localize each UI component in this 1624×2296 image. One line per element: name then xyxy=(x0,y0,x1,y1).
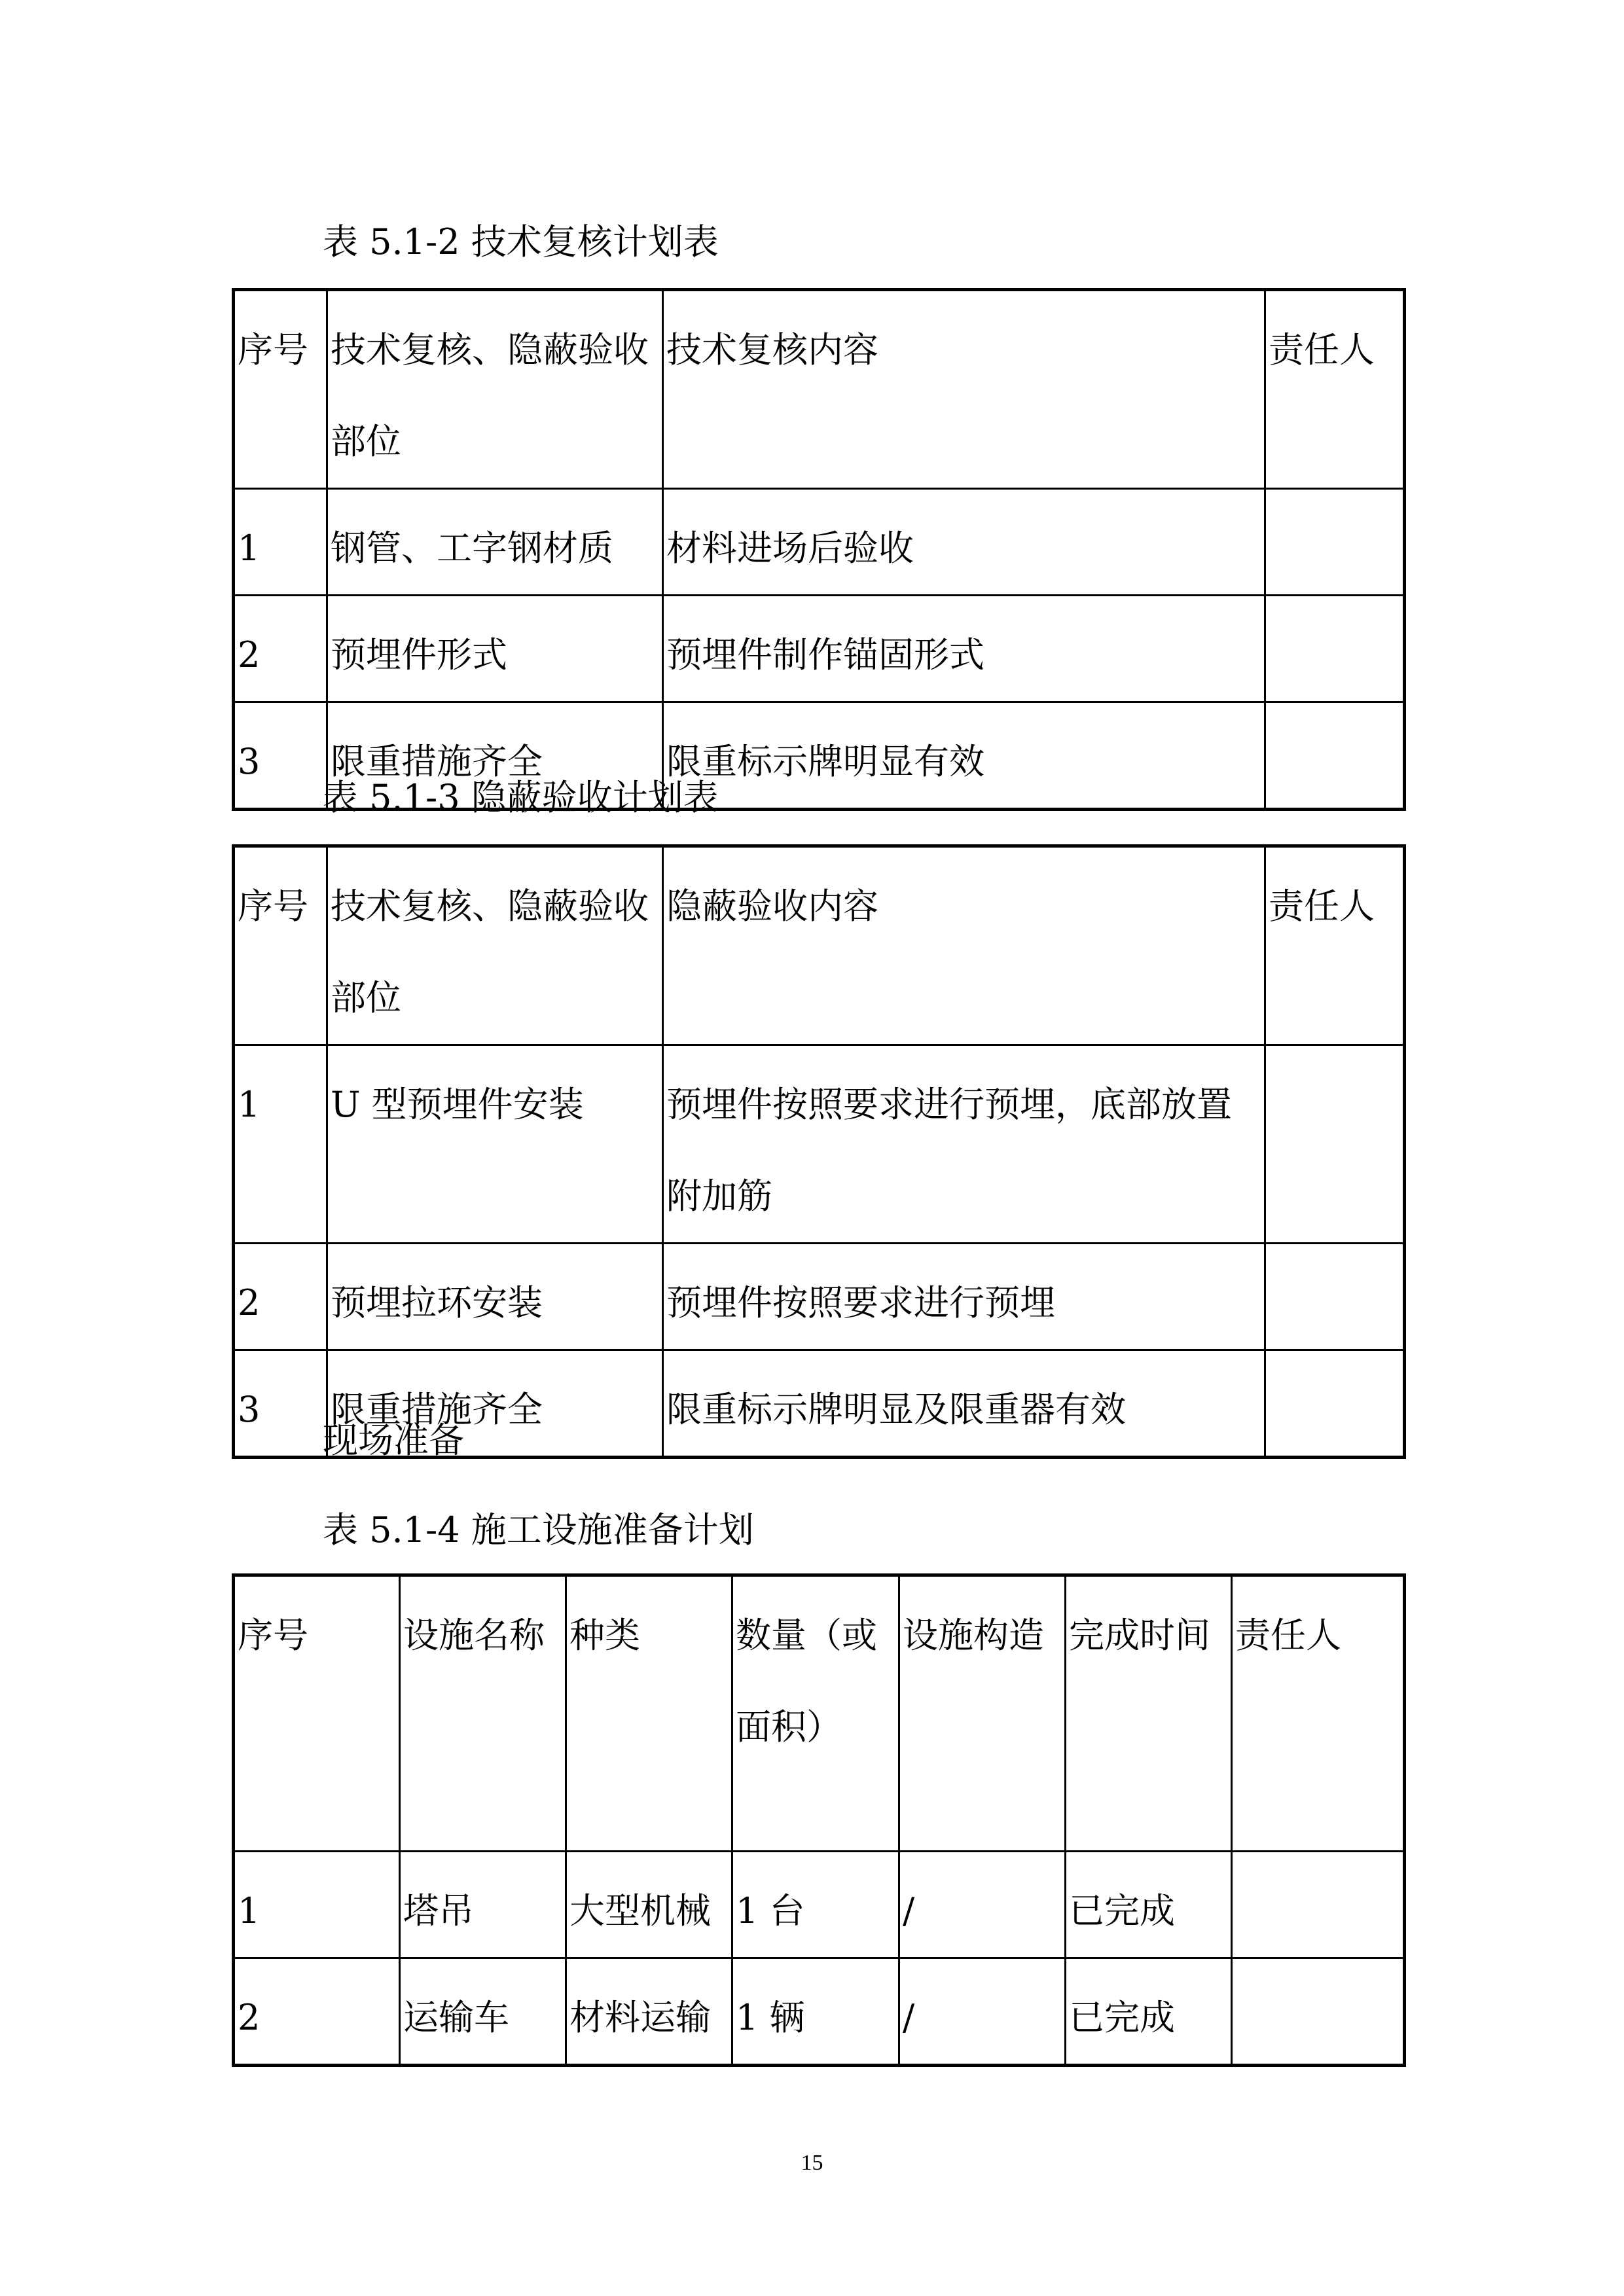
table-cell: 2 xyxy=(234,596,327,702)
table-cell: 预埋件形式 xyxy=(327,596,663,702)
table-cell: 1 xyxy=(234,1045,327,1244)
table-cell: 1 辆 xyxy=(732,1958,899,2066)
table-cell: 已完成 xyxy=(1066,1852,1232,1958)
table-5-1-3-caption: 表 5.1-3 隐蔽验收计划表 xyxy=(323,777,719,818)
header-cell: 技术复核、隐蔽验收部位 xyxy=(327,290,663,489)
table-5-1-2-caption: 表 5.1-2 技术复核计划表 xyxy=(323,221,719,262)
header-cell: 种类 xyxy=(566,1575,732,1852)
header-cell: 设施名称 xyxy=(400,1575,566,1852)
section-heading: 现场准备 xyxy=(323,1420,464,1461)
table-cell xyxy=(1265,1350,1405,1458)
table-cell: 限重标示牌明显有效 xyxy=(663,702,1265,810)
table-row xyxy=(234,1244,1405,1350)
table-cell: 1 xyxy=(234,489,327,596)
header-cell: 隐蔽验收内容 xyxy=(663,846,1265,1045)
header-cell: 责任人 xyxy=(1265,846,1405,1045)
table-row xyxy=(234,489,1405,596)
table-row xyxy=(234,1045,1405,1244)
header-cell: 设施构造 xyxy=(899,1575,1066,1852)
concealed-acceptance-plan-table xyxy=(232,844,1406,1459)
table-cell: 3 xyxy=(234,702,327,810)
table-cell: 2 xyxy=(234,1958,400,2066)
table-cell: / xyxy=(899,1852,1066,1958)
table-cell: 材料进场后验收 xyxy=(663,489,1265,596)
table-cell: 已完成 xyxy=(1066,1958,1232,2066)
table-cell: 预埋件按照要求进行预埋 xyxy=(663,1244,1265,1350)
table-cell: 限重措施齐全 xyxy=(327,702,663,810)
table-cell: 3 xyxy=(234,1350,327,1458)
table-header-row xyxy=(234,846,1405,1045)
table-cell: 预埋拉环安装 xyxy=(327,1244,663,1350)
table-cell xyxy=(1265,702,1405,810)
table-cell: 限重措施齐全 xyxy=(327,1350,663,1458)
header-cell: 技术复核、隐蔽验收部位 xyxy=(327,846,663,1045)
table-cell: 塔吊 xyxy=(400,1852,566,1958)
table-cell: 大型机械 xyxy=(566,1852,732,1958)
table-5-1-4-caption: 表 5.1-4 施工设施准备计划 xyxy=(323,1509,754,1551)
table-cell: 运输车 xyxy=(400,1958,566,2066)
table-cell: 材料运输 xyxy=(566,1958,732,2066)
table-row xyxy=(234,596,1405,702)
table-cell xyxy=(1232,1958,1405,2066)
table-cell: / xyxy=(899,1958,1066,2066)
header-cell: 责任人 xyxy=(1265,290,1405,489)
table-cell: 1 xyxy=(234,1852,400,1958)
table-cell xyxy=(1265,1244,1405,1350)
header-cell: 数量（或面积） xyxy=(732,1575,899,1852)
table-cell xyxy=(1265,1045,1405,1244)
table-cell: 限重标示牌明显及限重器有效 xyxy=(663,1350,1265,1458)
header-cell: 序号 xyxy=(234,846,327,1045)
table-cell: 2 xyxy=(234,1244,327,1350)
table-header-row xyxy=(234,1575,1405,1852)
table-cell: 预埋件制作锚固形式 xyxy=(663,596,1265,702)
table-cell xyxy=(1232,1852,1405,1958)
table-header-row xyxy=(234,290,1405,489)
table-cell: 预埋件按照要求进行预埋，底部放置附加筋 xyxy=(663,1045,1265,1244)
header-cell: 技术复核内容 xyxy=(663,290,1265,489)
header-cell: 序号 xyxy=(234,1575,400,1852)
table-cell xyxy=(1265,489,1405,596)
table-row xyxy=(234,1852,1405,1958)
table-cell xyxy=(1265,596,1405,702)
header-cell: 序号 xyxy=(234,290,327,489)
table-cell: U 型预埋件安装 xyxy=(327,1045,663,1244)
table-cell: 1 台 xyxy=(732,1852,899,1958)
header-cell: 责任人 xyxy=(1232,1575,1405,1852)
header-cell: 完成时间 xyxy=(1066,1575,1232,1852)
facility-preparation-plan-table xyxy=(232,1573,1406,2067)
technical-review-plan-table xyxy=(232,288,1406,811)
page-number: 15 xyxy=(801,2151,823,2175)
table-cell: 钢管、工字钢材质 xyxy=(327,489,663,596)
table-row xyxy=(234,1958,1405,2066)
